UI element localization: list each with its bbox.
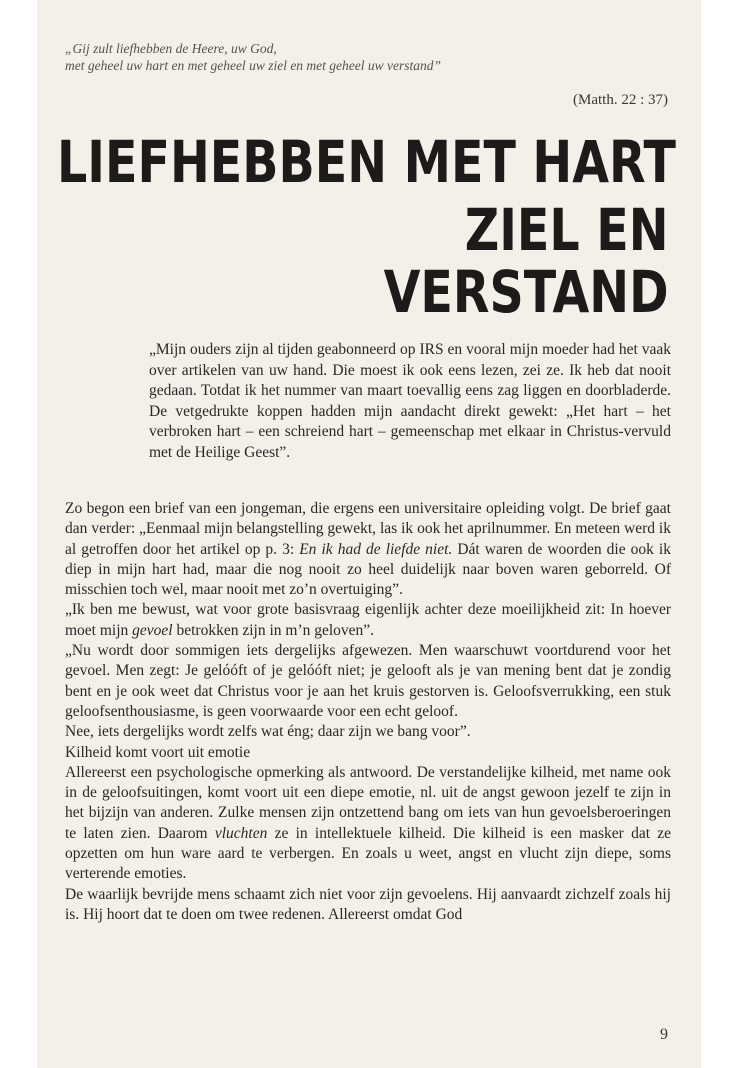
body-paragraph: „Nu wordt door sommigen iets dergelijks afgewezen. Men waarschuwt voortdurend voor het gevoel. Men zegt: Je gelóóft of je gelóóft niet; je gelooft als je van mening bent dat je zondig bent en je ook weet dat Christus voor je aan het kruis gestorven is. Geloofsverrukking, een stuk geloofsenthousiasme, is geen voorwaarde voor een echt geloof.	[65, 642, 671, 720]
page-number: 9	[660, 1026, 668, 1043]
body-italic: En ik had de liefde niet.	[299, 540, 453, 558]
body-italic: gevoel	[132, 621, 173, 639]
body-paragraph	[65, 763, 671, 885]
bible-quote-reference: (Matth. 22 : 37)	[573, 92, 668, 108]
body-text: Zo begon een brief van een jongeman, die ergens een universitaire opleiding volgt. De brief gaat dan verder: „Eenmaal mijn belangstelling gewekt, las ik ook het aprilnummer. En meteen werd ik al getroffen door het artikel op p. 3:	[65, 500, 671, 558]
headline-line-1: LIEFHEBBEN MET HART	[57, 128, 676, 196]
bible-quote	[65, 40, 665, 74]
headline-line-2: ZIEL EN	[465, 196, 669, 264]
section-subheading: Kilheid komt voort uit emotie	[65, 743, 251, 761]
intro-quote: „Mijn ouders zijn al tijden geabonneerd op IRS en vooral mijn moeder had het vaak over artikelen van uw hand. Die moest ik ook eens lezen, zei ze. Ik heb dat nooit gedaan. Totdat ik het nummer van maart toevallig eens zag liggen en doorbladerde. De vetgedrukte koppen hadden mijn aandacht direkt gewekt: „Het hart – het verbroken hart – een schreiend hart – gemeenschap met elkaar in Christus-vervuld met de Heilige Geest”.	[149, 341, 671, 461]
body-text: Dát waren de woorden die ook ik diep in mijn hart had, maar die nog nooit zo heel duidelijk naar boven waren geborreld. Of misschien toch wel, maar nooit met zo’n overtuiging”.	[65, 540, 671, 599]
body-text: Allereerst een psychologische opmerking als antwoord. De verstandelijke kilheid, met name ook in de geloofsuitingen, komt voort uit een diepe emotie, nl. uit de angst gewoon jezelf te zijn in het bijzijn van anderen. Zulke mensen zijn ontzettend bang om iets van hun gevoelsberoeringen te laten zien. Daarom	[65, 763, 671, 842]
body-text: „Ik ben me bewust, wat voor grote basisvraag eigenlijk achter deze moeilijkheid zit: In hoever moet mijn	[65, 601, 671, 639]
body-paragraph	[65, 499, 671, 600]
bible-quote-line-1: „Gij zult liefhebben de Heere, uw God,	[65, 41, 277, 56]
body-italic: vluchten	[214, 824, 268, 842]
article-body	[65, 499, 671, 925]
magazine-page	[37, 0, 701, 1068]
body-text: betrokken zijn in m’n geloven”.	[172, 621, 375, 639]
bible-quote-line-2: met geheel uw hart en met geheel uw ziel en met geheel uw verstand”	[65, 58, 442, 73]
body-paragraph: Nee, iets dergelijks wordt zelfs wat éng; daar zijn we bang voor”.	[65, 723, 471, 741]
body-paragraph: De waarlijk bevrijde mens schaamt zich niet voor zijn gevoelens. Hij aanvaardt zichzelf zoals hij is. Hij hoort dat te doen om twee redenen. Allereerst omdat God	[65, 885, 671, 923]
headline-line-3: VERSTAND	[383, 258, 669, 326]
body-text: ze in intellektuele kilheid. Die kilheid is een masker dat ze opzetten om hun ware aard te verbergen. En zoals u weet, angst en vlucht zijn diepe, soms verterende emoties.	[65, 824, 672, 883]
body-paragraph	[65, 600, 671, 641]
